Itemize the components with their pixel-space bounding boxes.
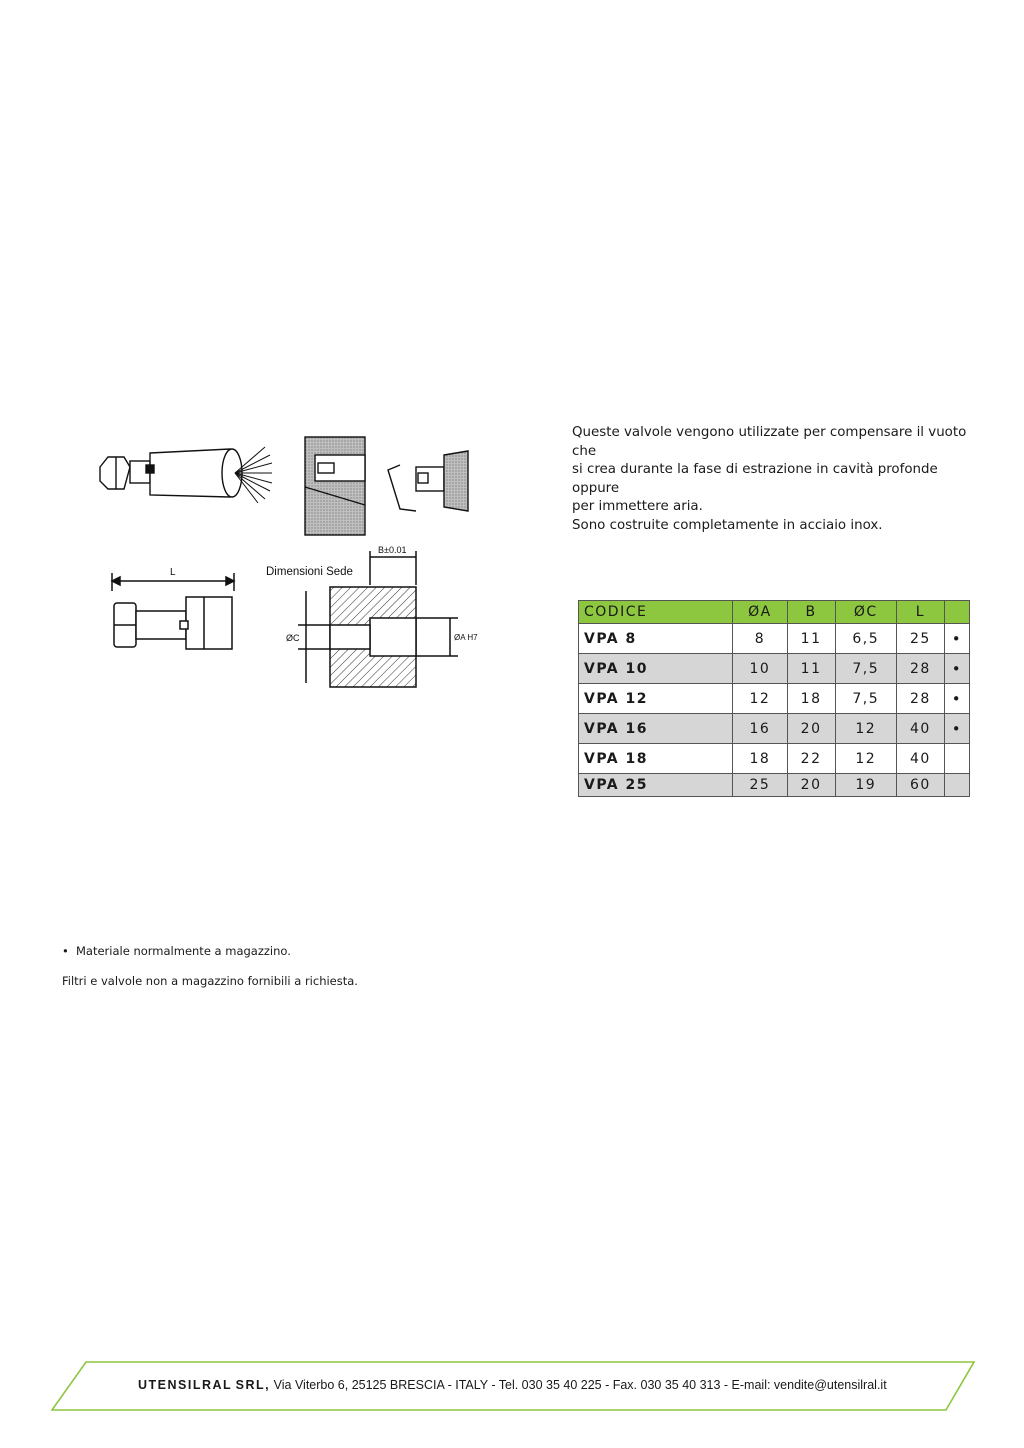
cell-a: 10: [733, 654, 787, 684]
cell-code: VPA 12: [579, 684, 733, 714]
spec-table: [578, 600, 970, 797]
cell-code: VPA 18: [579, 744, 733, 774]
cell-stock: •: [944, 654, 969, 684]
header-codice: CODICE: [579, 601, 733, 624]
company-name: UTENSILRAL: [138, 1378, 233, 1392]
mold-section-view: [305, 437, 365, 535]
header-diameter-a: ØA: [733, 601, 787, 624]
cell-stock: •: [944, 714, 969, 744]
table-row: [579, 624, 970, 654]
description-line: per immettere aria.: [572, 499, 703, 515]
cell-c: 7,5: [835, 684, 896, 714]
valve-elevation: [112, 573, 234, 649]
cell-code: VPA 10: [579, 654, 733, 684]
cell-l: 40: [896, 744, 944, 774]
cell-l: 28: [896, 684, 944, 714]
header-diameter-c: ØC: [835, 601, 896, 624]
cell-b: 11: [787, 654, 835, 684]
cell-b: 18: [787, 684, 835, 714]
table-row: [579, 684, 970, 714]
spec-table-container: [578, 600, 970, 797]
stock-note: [62, 944, 358, 958]
description-line: Queste valvole vengono utilizzate per compensare il vuoto che: [572, 425, 967, 459]
cell-l: 40: [896, 714, 944, 744]
footer: [50, 1360, 980, 1412]
cell-stock: [944, 774, 969, 797]
cell-b: 22: [787, 744, 835, 774]
table-row: [579, 774, 970, 797]
cell-c: 6,5: [835, 624, 896, 654]
cell-b: 11: [787, 624, 835, 654]
cell-b: 20: [787, 774, 835, 797]
b-tolerance-label: B±0.01: [378, 545, 407, 555]
cell-stock: [944, 744, 969, 774]
cell-code: VPA 8: [579, 624, 733, 654]
technical-drawing: [80, 425, 500, 705]
cell-l: 60: [896, 774, 944, 797]
header-b: B: [787, 601, 835, 624]
cell-stock: •: [944, 624, 969, 654]
cell-c: 7,5: [835, 654, 896, 684]
cell-c: 19: [835, 774, 896, 797]
cell-a: 16: [733, 714, 787, 744]
cell-a: 25: [733, 774, 787, 797]
footer-contact: [138, 1378, 887, 1392]
cell-a: 18: [733, 744, 787, 774]
length-label: L: [170, 567, 176, 578]
table-header-row: [579, 601, 970, 624]
company-address: Via Viterbo 6, 25125 BRESCIA - ITALY - Tel. 030 35 40 225 - Fax. 030 35 40 313 - E-mail: vendite@utensilral.it: [273, 1378, 887, 1392]
table-row: [579, 654, 970, 684]
cell-l: 25: [896, 624, 944, 654]
cell-code: VPA 25: [579, 774, 733, 797]
company-suffix: SRL,: [235, 1378, 271, 1392]
diameter-a-label: ØA H7: [454, 633, 478, 642]
product-description: [572, 424, 982, 536]
seat-dimensions-label: Dimensioni Sede: [266, 566, 353, 578]
stock-note-text: Materiale normalmente a magazzino.: [76, 944, 291, 958]
notes-section: [62, 944, 358, 988]
cell-l: 28: [896, 654, 944, 684]
bullet-icon: •: [62, 944, 69, 958]
header-stock: [944, 601, 969, 624]
cell-b: 20: [787, 714, 835, 744]
bracket-view: [388, 451, 468, 511]
cell-c: 12: [835, 714, 896, 744]
cell-c: 12: [835, 744, 896, 774]
description-line: Sono costruite completamente in acciaio inox.: [572, 517, 883, 533]
table-row: [579, 714, 970, 744]
table-row: [579, 744, 970, 774]
cell-stock: •: [944, 684, 969, 714]
availability-note: Filtri e valvole non a magazzino fornibili a richiesta.: [62, 974, 358, 988]
cell-a: 8: [733, 624, 787, 654]
header-l: L: [896, 601, 944, 624]
valve-3d-view: [100, 447, 272, 503]
cell-a: 12: [733, 684, 787, 714]
diameter-c-label: ØC: [286, 633, 300, 643]
cell-code: VPA 16: [579, 714, 733, 744]
description-line: si crea durante la fase di estrazione in cavità profonde oppure: [572, 462, 938, 496]
valve-drawing-svg: [80, 425, 500, 705]
